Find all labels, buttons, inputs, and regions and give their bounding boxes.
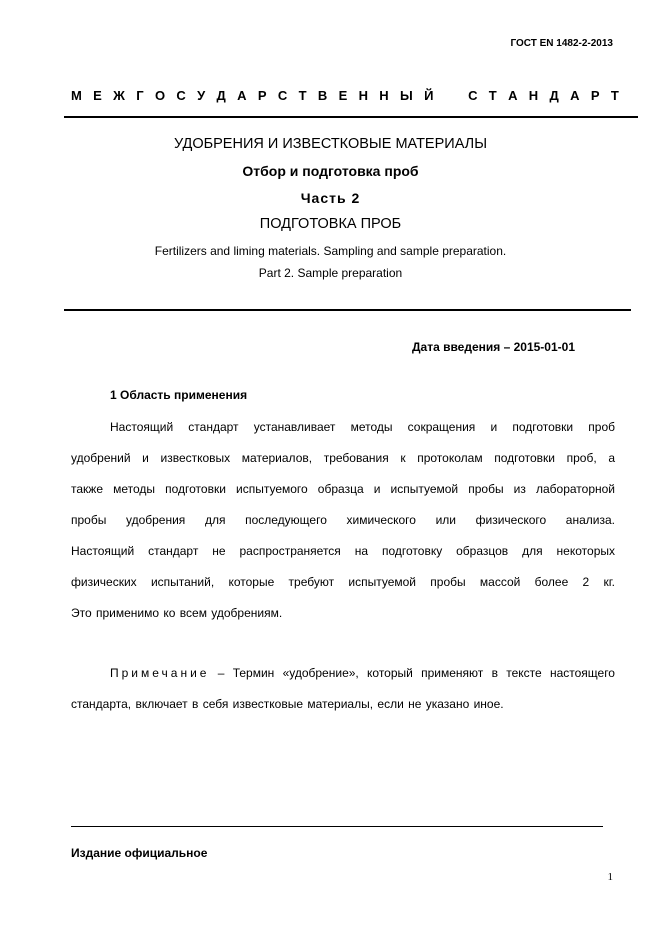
note-label: Примечание (110, 666, 210, 680)
heading-letter: Н (528, 88, 539, 103)
heading-letter: Е (93, 88, 102, 103)
english-title-2: Part 2. Sample preparation (258, 266, 403, 280)
heading-letter: Т (610, 88, 619, 103)
title-line-2: Отбор и подготовка проб (242, 163, 419, 179)
heading-letter: Н (358, 88, 368, 103)
heading-letter: У (197, 88, 206, 103)
heading-letter: Е (338, 88, 348, 103)
heading-letter: Т (488, 88, 497, 103)
document-code: ГОСТ EN 1482-2-2013 (510, 38, 613, 49)
heading-letter: Д (549, 88, 559, 103)
note-line-2: стандарта, включает в себя известковые материалы, если не указано иное. (71, 697, 504, 711)
scope-paragraph (71, 412, 615, 629)
heading-letter: А (570, 88, 580, 103)
heading-letter: М (71, 88, 82, 103)
heading-letter: А (237, 88, 247, 103)
heading-gap (445, 88, 457, 103)
paragraph-line: Это применимо ко всем удобрениям. (71, 606, 283, 620)
note-block (71, 658, 615, 720)
paragraph-line: также методы подготовки испытуемого образца и испытуемой пробы из лабораторной (71, 482, 615, 496)
heading-letter: Р (590, 88, 600, 103)
paragraph-line: физических испытаний, которые требуют испытуемой пробы массой более 2 кг. (71, 575, 615, 589)
paragraph-line: пробы удобрения для последующего химического или физического анализа. (71, 513, 615, 527)
paragraph-line: Настоящий стандарт устанавливает методы сокращения и подготовки проб (110, 420, 615, 434)
page-number: 1 (607, 871, 613, 883)
heading-letter: О (154, 88, 166, 103)
heading-letter: Й (424, 88, 434, 103)
heading-letter: Ы (400, 88, 413, 103)
heading-letter: Н (379, 88, 389, 103)
heading-letter: Т (298, 88, 307, 103)
heading-letter: Г (136, 88, 144, 103)
top-rule (64, 116, 638, 118)
heading-letter: В (317, 88, 328, 103)
paragraph-line: Настоящий стандарт не распространяется на подготовку образцов для некоторых (71, 544, 615, 558)
heading-letter: Д (216, 88, 226, 103)
interstate-standard-heading (71, 88, 619, 103)
section-heading: 1 Область применения (110, 388, 248, 402)
heading-letter: А (508, 88, 518, 103)
introduction-date: Дата введения – 2015-01-01 (411, 340, 575, 354)
footer-rule (71, 826, 603, 827)
note-line-1 (71, 658, 615, 689)
title-line-1: УДОБРЕНИЯ И ИЗВЕСТКОВЫЕ МАТЕРИАЛЫ (173, 136, 488, 152)
heading-letter: С (468, 88, 478, 103)
heading-letter: Ж (113, 88, 125, 103)
paragraph-line: удобрений и известковых материалов, требования к протоколам подготовки проб, а (71, 451, 615, 465)
english-title-1: Fertilizers and liming materials. Sampling and sample preparation. (154, 244, 507, 258)
heading-letter: С (176, 88, 186, 103)
title-line-4: ПОДГОТОВКА ПРОБ (259, 216, 402, 232)
heading-letter: Р (257, 88, 267, 103)
title-rule (64, 309, 631, 311)
edition-label: Издание официальное (71, 846, 208, 860)
heading-letter: С (277, 88, 288, 103)
note-text: – Термин «удобрение», который применяют в тексте настоящего (217, 666, 615, 680)
title-line-3: Часть 2 (300, 190, 361, 206)
